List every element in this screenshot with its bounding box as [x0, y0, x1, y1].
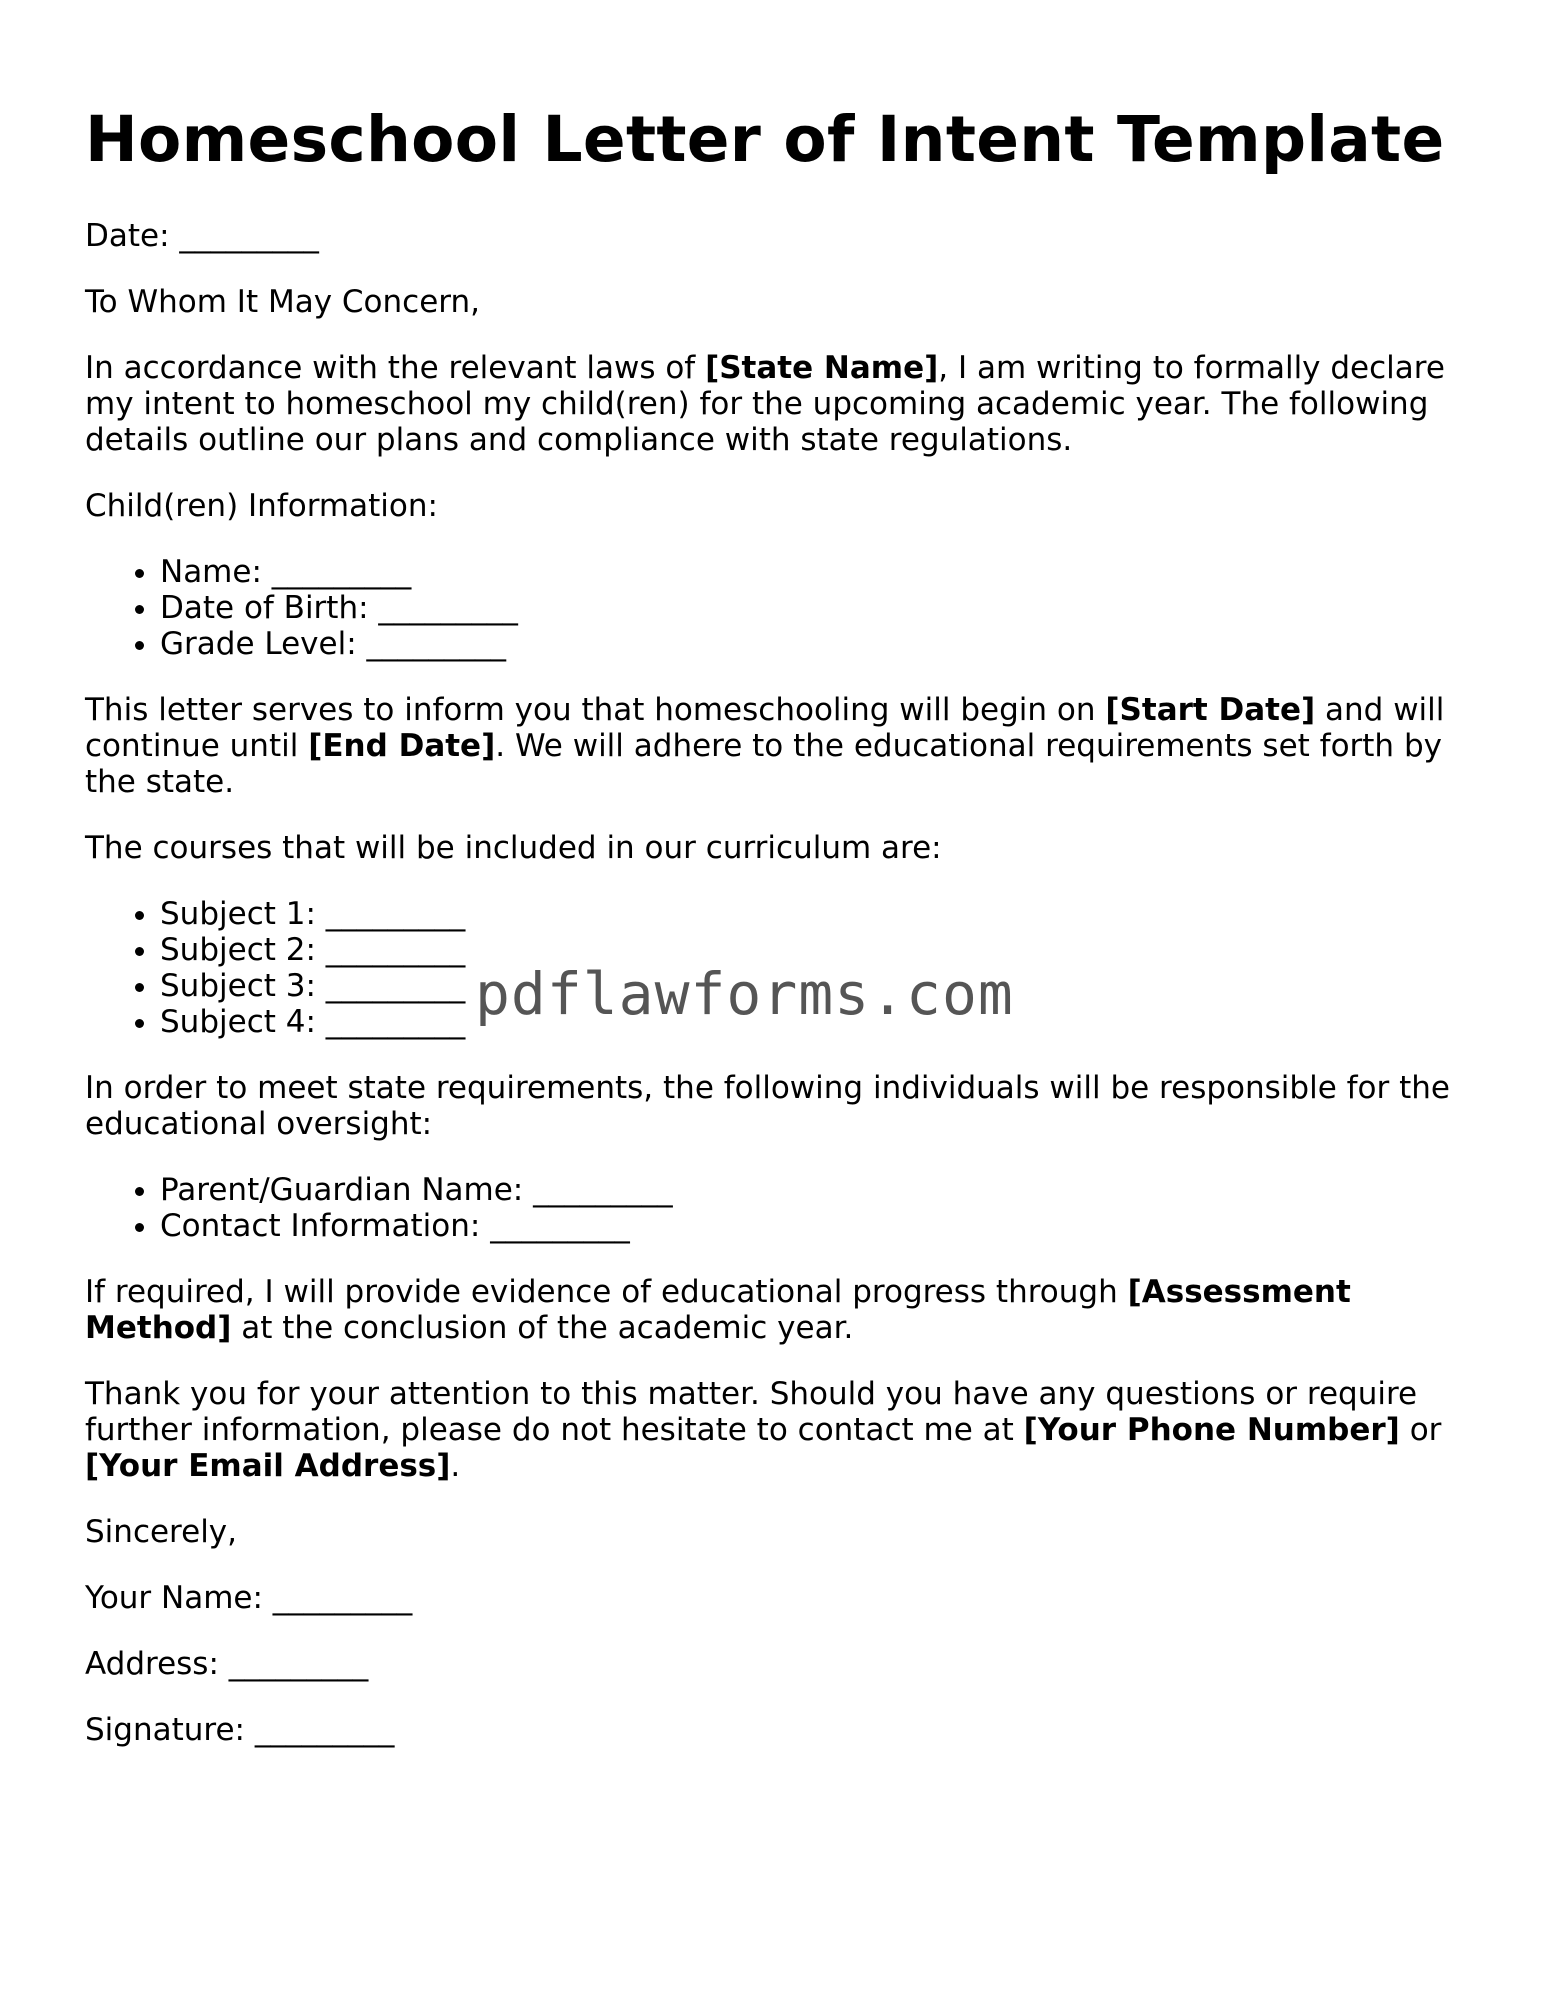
closing-text-pre: Thank you for your attention to this matter. Should you have any questions or require further information, please do not hesitate to contact me at	[85, 1376, 1418, 1448]
subject-4-field: • Subject 4: _________	[160, 1004, 1465, 1040]
your-name-field: Your Name: _________	[85, 1580, 413, 1616]
end-date-placeholder: [End Date]	[308, 728, 496, 764]
state-name-placeholder: [State Name]	[705, 350, 939, 386]
signature-field: Signature: _________	[85, 1712, 395, 1748]
schedule-text-mid: and will continue until	[85, 692, 1445, 764]
subject-3-field: • Subject 3: _________	[160, 968, 1465, 1004]
phone-placeholder: [Your Phone Number]	[1023, 1412, 1400, 1448]
sign-off: Sincerely,	[85, 1514, 238, 1550]
oversight-fields-list	[85, 1172, 1465, 1244]
assessment-method-placeholder: [Assessment Method]	[85, 1274, 1351, 1346]
child-dob-field: • Date of Birth: _________	[160, 590, 1465, 626]
salutation: To Whom It May Concern,	[85, 284, 480, 320]
schedule-text-post: . We will adhere to the educational requirements set forth by the state.	[85, 728, 1442, 800]
closing-text-mid: or	[1399, 1412, 1442, 1448]
courses-heading: The courses that will be included in our curriculum are:	[85, 830, 942, 866]
schedule-text-pre: This letter serves to inform you that homeschooling will begin on	[85, 692, 1106, 728]
document-title: Homeschool Letter of Intent Template	[85, 103, 1445, 176]
closing-paragraph	[85, 1376, 1465, 1484]
letter-document	[85, 100, 1465, 1778]
children-heading: Child(ren) Information:	[85, 488, 438, 524]
child-grade-field: • Grade Level: _________	[160, 626, 1465, 662]
subject-2-field: • Subject 2: _________	[160, 932, 1465, 968]
schedule-paragraph	[85, 692, 1465, 800]
assessment-text-pre: If required, I will provide evidence of educational progress through	[85, 1274, 1128, 1310]
oversight-paragraph: In order to meet state requirements, the following individuals will be responsible for the educational oversight:	[85, 1070, 1450, 1142]
date-line: Date: _________	[85, 218, 319, 254]
assessment-paragraph	[85, 1274, 1465, 1346]
children-fields-list	[85, 554, 1465, 662]
assessment-text-post: at the conclusion of the academic year.	[231, 1310, 854, 1346]
intro-text-post: , I am writing to formally declare my intent to homeschool my child(ren) for the upcoming academic year. The following details outline our plans and compliance with state regulations.	[85, 350, 1445, 458]
subject-1-field: • Subject 1: _________	[160, 896, 1465, 932]
start-date-placeholder: [Start Date]	[1105, 692, 1316, 728]
closing-text-post: .	[450, 1448, 461, 1484]
guardian-name-field: • Parent/Guardian Name: _________	[160, 1172, 1465, 1208]
contact-info-field: • Contact Information: _________	[160, 1208, 1465, 1244]
watermark: pdflawforms.com	[475, 960, 1014, 1028]
intro-paragraph	[85, 350, 1465, 458]
child-name-field: • Name: _________	[160, 554, 1465, 590]
email-placeholder: [Your Email Address]	[85, 1448, 451, 1484]
address-field: Address: _________	[85, 1646, 369, 1682]
intro-text-pre: In accordance with the relevant laws of	[85, 350, 706, 386]
